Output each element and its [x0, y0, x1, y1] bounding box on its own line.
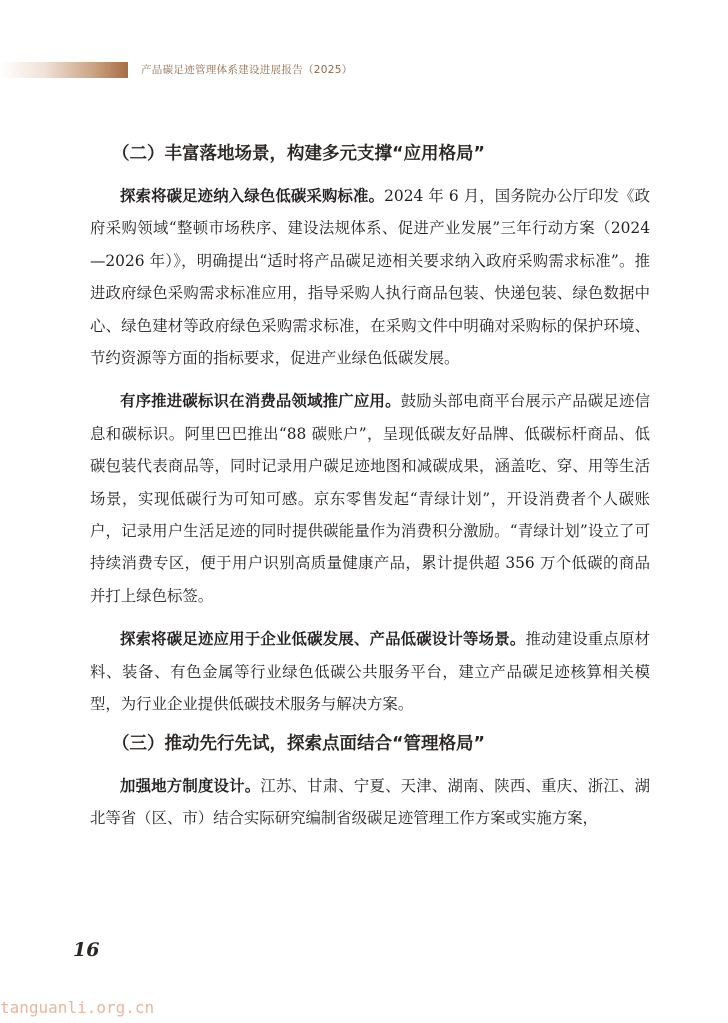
- paragraph-text: 推动建设重点原材料、装备、有色金属等行业绿色低碳公共服务平台，建立产品碳足迹核算相关模型，为行业企业提供低碳技术服务与解决方案。: [90, 630, 650, 714]
- paragraph-text: 鼓励头部电商平台展示产品碳足迹信息和碳标识。阿里巴巴推出“88 碳账户”，呈现低碳友好品牌、低碳标杆商品、低碳包装代表商品等，同时记录用户碳足迹地图和减碳成果，涵盖吃、穿、用等生活场景，实现低碳行为可知可感。京东零售发起“青绿计划”，开设消费者个人碳账户，记录用户生活足迹的同时提供碳能量作为消费积分激励。“青绿计划”设立了可持续消费专区，便于用户识别高质量健康产品，累计提供超 356 万个低碳的商品并打上绿色标签。: [90, 392, 650, 605]
- section-2: [90, 142, 650, 721]
- page-number: 16: [73, 939, 100, 961]
- site-watermark: tanguanli.org.cn: [0, 998, 155, 1017]
- section-heading: （二）丰富落地场景，构建多元支撑“应用格局”: [112, 144, 486, 164]
- main-content: [90, 142, 650, 845]
- paragraph: [90, 385, 650, 612]
- paragraph-lead: 探索将碳足迹应用于企业低碳发展、产品低碳设计等场景。: [120, 630, 526, 649]
- paragraph-lead: 有序推进碳标识在消费品领域推广应用。: [120, 392, 401, 411]
- paragraph: [90, 180, 650, 374]
- paragraph-lead: 探索将碳足迹纳入绿色低碳采购标准。: [120, 187, 385, 205]
- paragraph-lead: 加强地方制度设计。: [120, 776, 261, 795]
- section-heading: （三）推动先行先试，探索点面结合“管理格局”: [112, 733, 486, 754]
- running-header-title: 产品碳足迹管理体系建设进展报告（2025）: [141, 64, 353, 76]
- header-decorative-bar: [0, 62, 128, 78]
- paragraph: [90, 623, 650, 720]
- paragraph-text: 江苏、甘肃、宁夏、天津、湖南、陕西、重庆、浙江、湖北等省（区、市）结合实际研究编制省级碳足迹管理工作方案或实施方案，: [90, 776, 650, 827]
- paragraph-text: 2024 年 6 月，国务院办公厅印发《政府采购领域“整顿市场秩序、建设法规体系、促进产业发展”三年行动方案（2024—2026 年）》，明确提出“适时将产品碳足迹相关要求纳入政府采购需求标准”。推进政府绿色采购需求标准应用，指导采购人执行商品包装、快递包装、绿色数据中心、绿色建材等政府绿色采购需求标准，在采购文件中明确对采购标的保护环境、节约资源等方面的指标要求，促进产业绿色低碳发展。: [90, 187, 650, 368]
- section-3: [90, 732, 650, 835]
- paragraph: [90, 770, 650, 835]
